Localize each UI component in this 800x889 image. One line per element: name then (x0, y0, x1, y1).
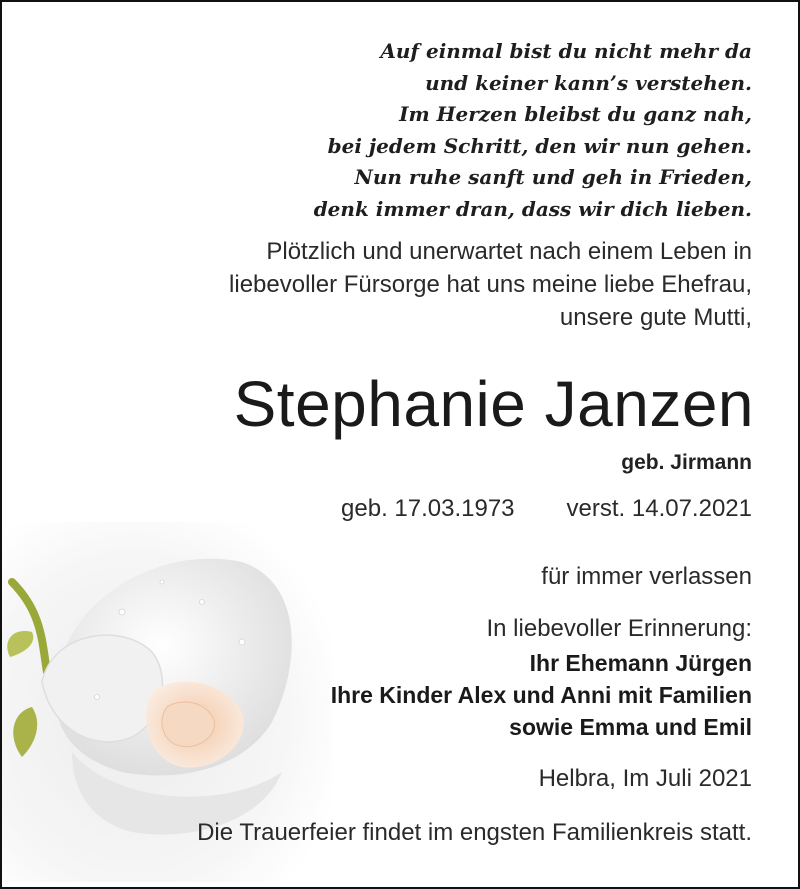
intro-line: liebevoller Fürsorge hat uns meine liebe Ehefrau, (229, 271, 752, 298)
intro-line: unsere gute Mutti, (559, 304, 752, 331)
place-and-date: Helbra, Im Juli 2021 (538, 765, 752, 792)
mourner-line: sowie Emma und Emil (509, 714, 752, 740)
maiden-name: geb. Jirmann (621, 451, 752, 474)
mourners-list (331, 647, 752, 743)
deceased-name: Stephanie Janzen (233, 368, 754, 440)
poem-line: und keiner kann’s verstehen. (425, 70, 752, 95)
poem-line: Nun ruhe sanft und geh in Frieden, (354, 165, 752, 189)
life-dates (341, 494, 752, 524)
poem-line: Auf einmal bist du nicht mehr da (380, 39, 752, 63)
death-date: verst. 14.07.2021 (566, 495, 752, 522)
mourner-line: Ihre Kinder Alex und Anni mit Familien (330, 682, 752, 708)
funeral-note: Die Trauerfeier findet im engsten Familienkreis statt. (197, 819, 752, 846)
mourner-line: Ihr Ehemann Jürgen (529, 650, 752, 676)
poem-line: denk immer dran, dass wir dich lieben. (313, 196, 752, 221)
memory-heading: In liebevoller Erinnerung: (486, 615, 752, 642)
intro-line: Plötzlich und unerwartet nach einem Leben in (266, 238, 752, 265)
left-forever-text: für immer verlassen (541, 563, 752, 590)
birth-date: geb. 17.03.1973 (341, 495, 515, 522)
poem-line: bei jedem Schritt, den wir nun gehen. (327, 133, 752, 158)
memorial-poem (314, 36, 752, 225)
poem-line: Im Herzen bleibst du ganz nah, (399, 102, 752, 126)
intro-text (229, 235, 752, 334)
